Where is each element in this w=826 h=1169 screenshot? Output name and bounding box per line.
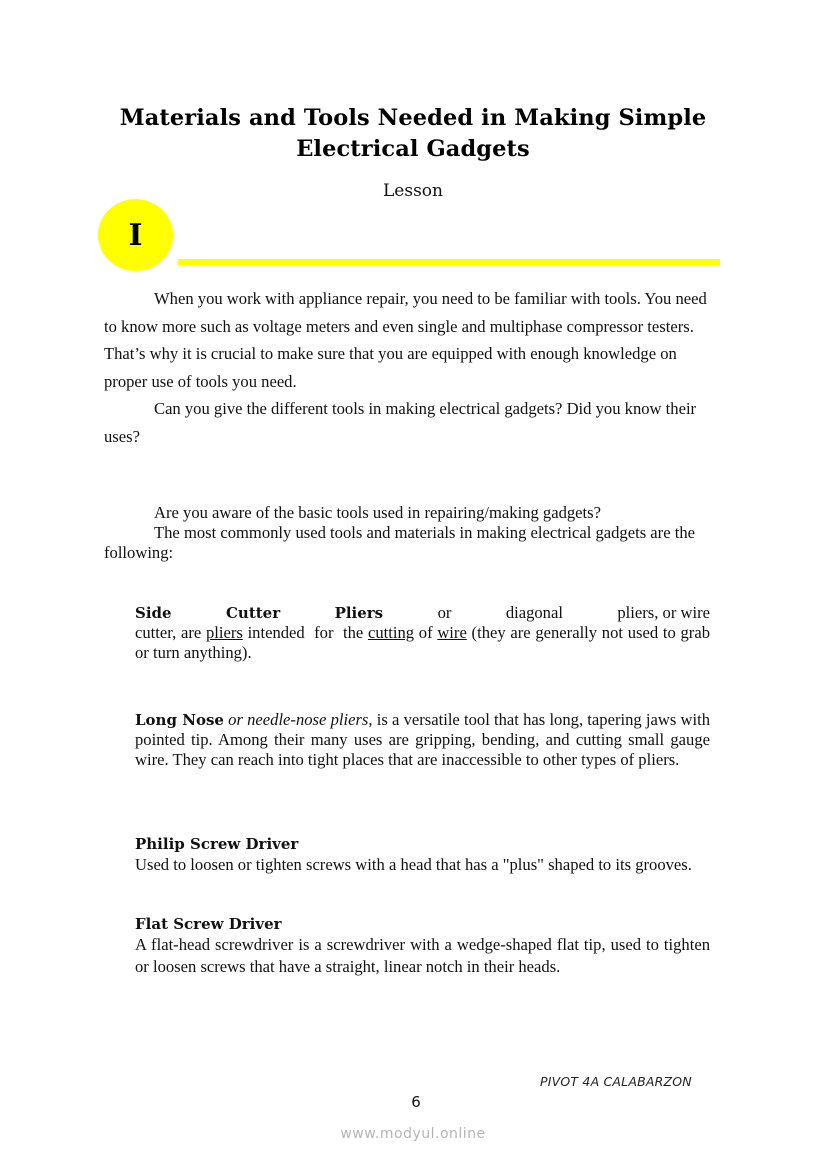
- page-title: Materials and Tools Needed in Making Simple Electrical Gadgets: [119, 105, 707, 162]
- tool-description: Used to loosen or tighten screws with a head that has a "plus" shaped to its grooves.: [135, 855, 692, 874]
- tool-name: Philip Screw Driver: [135, 835, 299, 853]
- tool-flat-screw-driver: [135, 914, 710, 978]
- lesson-number: I: [128, 218, 143, 253]
- aware-paragraph-1: Are you aware of the basic tools used in repairing/making gadgets?: [154, 503, 601, 522]
- tool-alt-name: or needle-nose pliers,: [228, 710, 373, 729]
- side-cutter-description: [135, 623, 710, 663]
- side-cutter-first-line: [135, 603, 710, 623]
- tool-name: Flat Screw Driver: [135, 915, 282, 933]
- link-pliers[interactable]: pliers: [205, 623, 243, 642]
- tool-long-nose-pliers: [135, 710, 710, 770]
- aware-paragraph-2: The most commonly used tools and materials in making electrical gadgets are the following:: [104, 523, 695, 562]
- tool-description: A flat-head screwdriver is a screwdriver with a wedge-shaped flat tip, used to tighten or loosen screws that have a straight, linear notch in their heads.: [135, 935, 710, 976]
- text-fragment: intended for the: [242, 623, 368, 642]
- text-fragment: (they are generally not used to grab or turn anything).: [135, 623, 710, 662]
- text-word: pliers, or wire: [617, 603, 710, 622]
- text-fragment: of: [414, 623, 438, 642]
- text-word: or: [437, 603, 452, 622]
- link-cutting[interactable]: cutting: [367, 623, 415, 642]
- tool-description: is a versatile tool that has long, tapering jaws with pointed tip. Among their many uses are gripping, bending, and cutting small gauge wire. They can reach into tight places that are inaccessible to other types of pliers.: [135, 710, 711, 769]
- tool-philip-screw-driver: [135, 834, 710, 876]
- lesson-label: Lesson: [383, 181, 443, 201]
- aware-section: [104, 503, 720, 563]
- intro-section: [104, 285, 720, 450]
- text-fragment: cutter, are: [135, 623, 206, 642]
- tool-name: Long Nose: [135, 711, 224, 729]
- tool-name-word: Side: [135, 604, 172, 622]
- lesson-number-badge: [98, 199, 173, 271]
- text-word: diagonal: [505, 603, 563, 622]
- watermark: www.modyul.online: [340, 1126, 486, 1142]
- yellow-divider-line: [178, 259, 720, 265]
- intro-paragraph-2: Can you give the different tools in making electrical gadgets? Did you know their uses?: [104, 399, 697, 446]
- tool-side-cutter-pliers: [135, 603, 710, 663]
- footer-source-label: PIVOT 4A CALABARZON: [540, 1074, 692, 1089]
- tool-name-word: Pliers: [334, 604, 384, 622]
- tool-name-word: Cutter: [225, 604, 281, 622]
- intro-paragraph-1: When you work with appliance repair, you need to be familiar with tools. You need to know more such as voltage meters and even single and multiphase compressor testers. That’s why it is crucial to make sure that you are equipped with enough knowledge on proper use of tools you need.: [104, 289, 707, 391]
- link-wire[interactable]: wire: [437, 623, 467, 642]
- page-number: 6: [411, 1093, 421, 1111]
